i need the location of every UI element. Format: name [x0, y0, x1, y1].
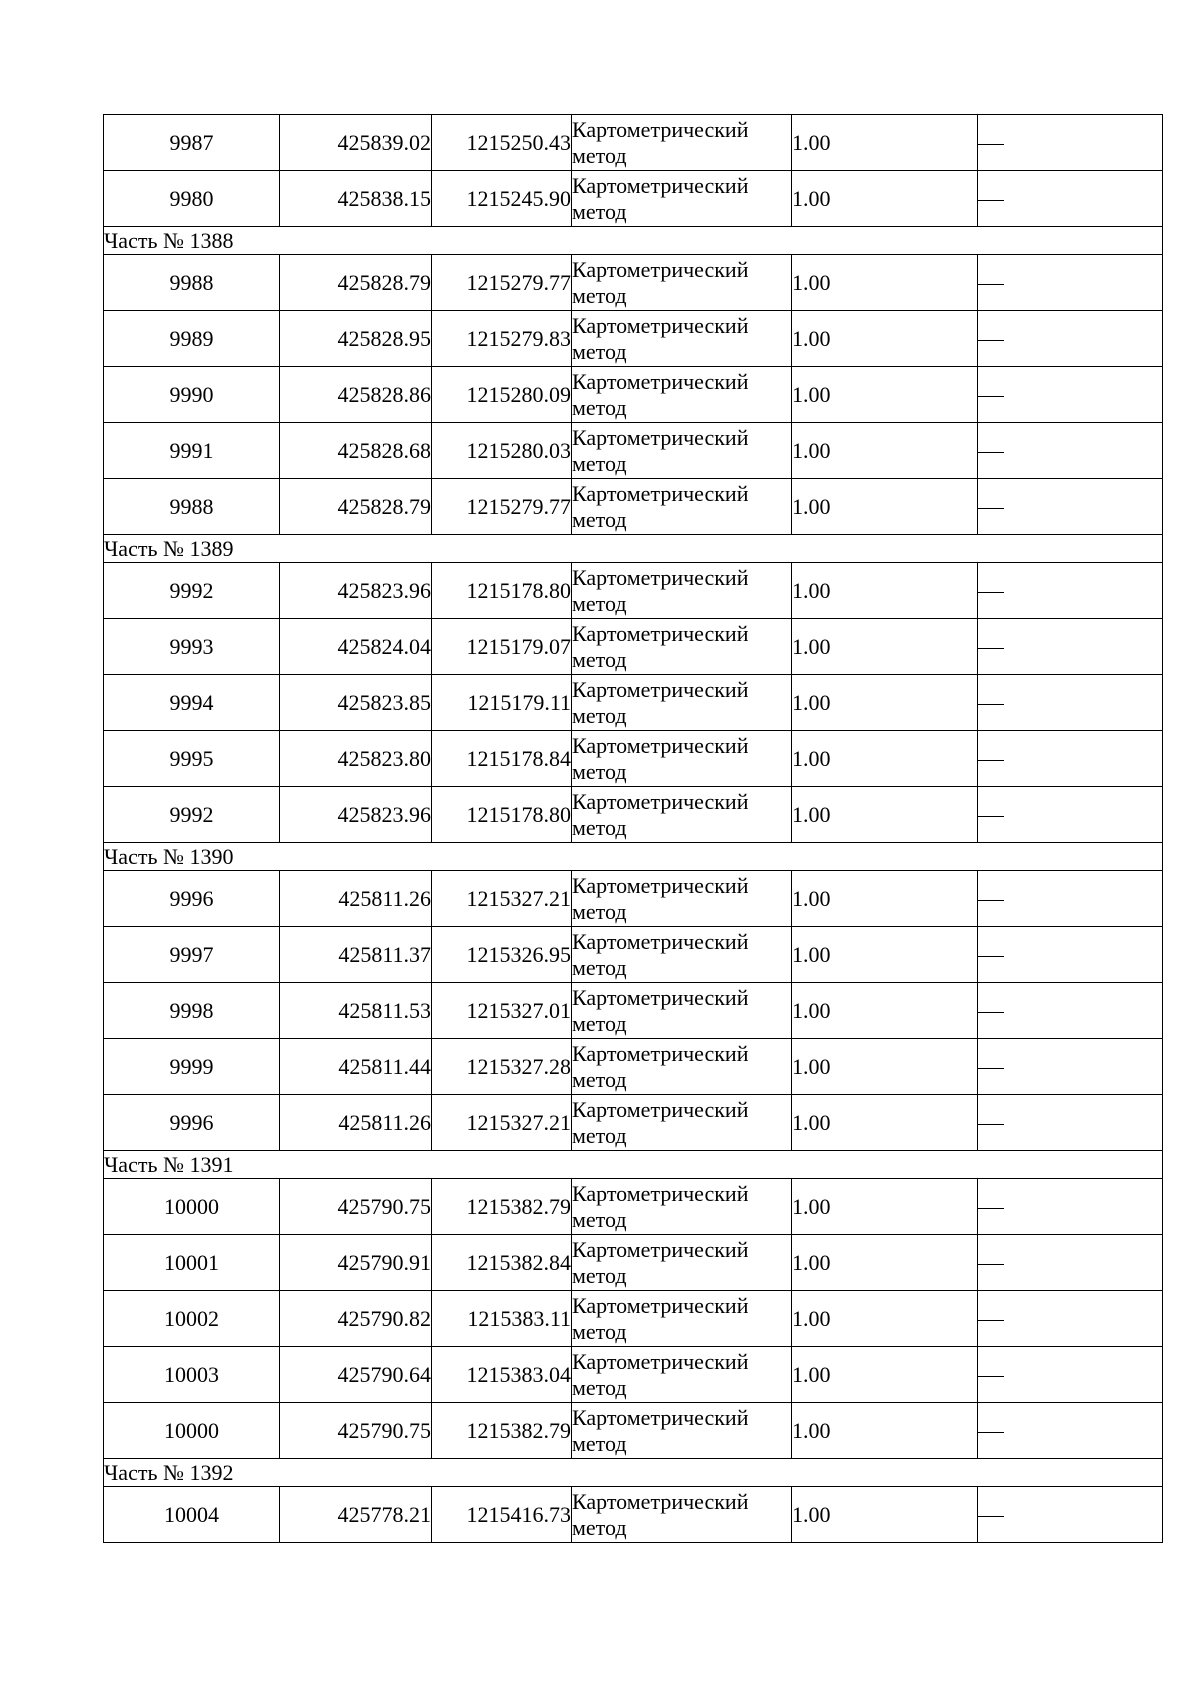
accuracy-cell: 1.00 — [792, 871, 978, 927]
em-dash-mark — [978, 704, 1004, 706]
x-coordinate-cell: 425778.21 — [280, 1487, 432, 1543]
table-row — [104, 115, 1163, 171]
point-number-cell: 9989 — [104, 311, 280, 367]
method-cell — [572, 1291, 792, 1347]
table-row — [104, 1179, 1163, 1235]
point-number-cell: 9995 — [104, 731, 280, 787]
method-cell — [572, 1095, 792, 1151]
part-label: Часть № 1392 — [104, 1459, 1163, 1487]
method-cell — [572, 171, 792, 227]
x-coordinate-cell: 425823.96 — [280, 563, 432, 619]
em-dash-mark — [978, 144, 1004, 146]
y-coordinate-cell: 1215178.84 — [432, 731, 572, 787]
x-coordinate-cell: 425838.15 — [280, 171, 432, 227]
em-dash-mark — [978, 284, 1004, 286]
description-cell — [978, 1039, 1163, 1095]
y-coordinate-cell: 1215178.80 — [432, 563, 572, 619]
em-dash-mark — [978, 1012, 1004, 1014]
method-cell — [572, 479, 792, 535]
method-line-1: Картометрический — [572, 1096, 749, 1122]
method-line-1: Картометрический — [572, 1180, 749, 1206]
x-coordinate-cell: 425811.53 — [280, 983, 432, 1039]
method-cell — [572, 1179, 792, 1235]
accuracy-cell: 1.00 — [792, 171, 978, 227]
method-line-2: метод — [572, 814, 627, 840]
table-row — [104, 171, 1163, 227]
method-line-2: метод — [572, 394, 627, 420]
y-coordinate-cell: 1215179.11 — [432, 675, 572, 731]
description-cell — [978, 1487, 1163, 1543]
table-row — [104, 367, 1163, 423]
method-cell — [572, 927, 792, 983]
method-line-2: метод — [572, 590, 627, 616]
table-row — [104, 1039, 1163, 1095]
point-number-cell: 9980 — [104, 171, 280, 227]
part-header-row — [104, 535, 1163, 563]
em-dash-mark — [978, 1124, 1004, 1126]
description-cell — [978, 311, 1163, 367]
accuracy-cell: 1.00 — [792, 1039, 978, 1095]
table-row — [104, 1291, 1163, 1347]
method-cell — [572, 115, 792, 171]
table-row — [104, 1235, 1163, 1291]
method-line-1: Картометрический — [572, 172, 749, 198]
em-dash-mark — [978, 1068, 1004, 1070]
point-number-cell: 9988 — [104, 255, 280, 311]
coordinates-table-body — [104, 115, 1163, 1543]
em-dash-mark — [978, 956, 1004, 958]
method-line-1: Картометрический — [572, 1040, 749, 1066]
y-coordinate-cell: 1215382.79 — [432, 1179, 572, 1235]
em-dash-mark — [978, 760, 1004, 762]
em-dash-mark — [978, 1208, 1004, 1210]
part-header-row — [104, 843, 1163, 871]
method-cell — [572, 1235, 792, 1291]
y-coordinate-cell: 1215382.84 — [432, 1235, 572, 1291]
method-line-1: Картометрический — [572, 480, 749, 506]
accuracy-cell: 1.00 — [792, 255, 978, 311]
part-header-row — [104, 1151, 1163, 1179]
method-cell — [572, 871, 792, 927]
em-dash-mark — [978, 592, 1004, 594]
method-line-2: метод — [572, 1262, 627, 1288]
accuracy-cell: 1.00 — [792, 115, 978, 171]
method-cell — [572, 423, 792, 479]
y-coordinate-cell: 1215416.73 — [432, 1487, 572, 1543]
accuracy-cell: 1.00 — [792, 479, 978, 535]
point-number-cell: 10000 — [104, 1403, 280, 1459]
description-cell — [978, 1095, 1163, 1151]
method-line-1: Картометрический — [572, 676, 749, 702]
method-line-2: метод — [572, 954, 627, 980]
point-number-cell: 9994 — [104, 675, 280, 731]
y-coordinate-cell: 1215327.21 — [432, 1095, 572, 1151]
em-dash-mark — [978, 200, 1004, 202]
method-line-2: метод — [572, 1206, 627, 1232]
method-line-2: метод — [572, 450, 627, 476]
em-dash-mark — [978, 508, 1004, 510]
description-cell — [978, 1403, 1163, 1459]
description-cell — [978, 1235, 1163, 1291]
point-number-cell: 9998 — [104, 983, 280, 1039]
x-coordinate-cell: 425828.95 — [280, 311, 432, 367]
method-line-1: Картометрический — [572, 1236, 749, 1262]
method-line-1: Картометрический — [572, 564, 749, 590]
point-number-cell: 9996 — [104, 1095, 280, 1151]
y-coordinate-cell: 1215179.07 — [432, 619, 572, 675]
method-line-1: Картометрический — [572, 1348, 749, 1374]
coordinates-table — [103, 114, 1163, 1543]
accuracy-cell: 1.00 — [792, 983, 978, 1039]
x-coordinate-cell: 425790.75 — [280, 1179, 432, 1235]
part-header-row — [104, 227, 1163, 255]
method-cell — [572, 731, 792, 787]
y-coordinate-cell: 1215178.80 — [432, 787, 572, 843]
em-dash-mark — [978, 452, 1004, 454]
method-line-2: метод — [572, 142, 627, 168]
description-cell — [978, 619, 1163, 675]
x-coordinate-cell: 425811.44 — [280, 1039, 432, 1095]
method-cell — [572, 1487, 792, 1543]
em-dash-mark — [978, 396, 1004, 398]
method-line-1: Картометрический — [572, 928, 749, 954]
y-coordinate-cell: 1215279.77 — [432, 479, 572, 535]
accuracy-cell: 1.00 — [792, 1487, 978, 1543]
method-line-1: Картометрический — [572, 984, 749, 1010]
table-row — [104, 1487, 1163, 1543]
point-number-cell: 10000 — [104, 1179, 280, 1235]
method-line-1: Картометрический — [572, 424, 749, 450]
x-coordinate-cell: 425790.75 — [280, 1403, 432, 1459]
y-coordinate-cell: 1215250.43 — [432, 115, 572, 171]
em-dash-mark — [978, 648, 1004, 650]
method-line-1: Картометрический — [572, 312, 749, 338]
em-dash-mark — [978, 340, 1004, 342]
description-cell — [978, 1179, 1163, 1235]
description-cell — [978, 367, 1163, 423]
y-coordinate-cell: 1215383.11 — [432, 1291, 572, 1347]
table-row — [104, 871, 1163, 927]
table-row — [104, 787, 1163, 843]
em-dash-mark — [978, 1320, 1004, 1322]
point-number-cell: 9996 — [104, 871, 280, 927]
method-line-2: метод — [572, 198, 627, 224]
point-number-cell: 10002 — [104, 1291, 280, 1347]
accuracy-cell: 1.00 — [792, 675, 978, 731]
table-row — [104, 479, 1163, 535]
method-cell — [572, 787, 792, 843]
description-cell — [978, 1291, 1163, 1347]
method-cell — [572, 983, 792, 1039]
accuracy-cell: 1.00 — [792, 423, 978, 479]
method-line-2: метод — [572, 1514, 627, 1540]
x-coordinate-cell: 425790.91 — [280, 1235, 432, 1291]
accuracy-cell: 1.00 — [792, 311, 978, 367]
point-number-cell: 9997 — [104, 927, 280, 983]
method-line-2: метод — [572, 702, 627, 728]
method-line-2: метод — [572, 282, 627, 308]
x-coordinate-cell: 425823.85 — [280, 675, 432, 731]
x-coordinate-cell: 425824.04 — [280, 619, 432, 675]
em-dash-mark — [978, 1516, 1004, 1518]
point-number-cell: 9988 — [104, 479, 280, 535]
accuracy-cell: 1.00 — [792, 563, 978, 619]
x-coordinate-cell: 425828.68 — [280, 423, 432, 479]
y-coordinate-cell: 1215280.03 — [432, 423, 572, 479]
em-dash-mark — [978, 1264, 1004, 1266]
point-number-cell: 9992 — [104, 787, 280, 843]
table-row — [104, 1403, 1163, 1459]
method-line-1: Картометрический — [572, 256, 749, 282]
accuracy-cell: 1.00 — [792, 1347, 978, 1403]
description-cell — [978, 675, 1163, 731]
accuracy-cell: 1.00 — [792, 1179, 978, 1235]
method-cell — [572, 1403, 792, 1459]
y-coordinate-cell: 1215327.01 — [432, 983, 572, 1039]
table-row — [104, 1347, 1163, 1403]
table-row — [104, 563, 1163, 619]
method-cell — [572, 311, 792, 367]
part-label: Часть № 1388 — [104, 227, 1163, 255]
accuracy-cell: 1.00 — [792, 787, 978, 843]
em-dash-mark — [978, 1432, 1004, 1434]
description-cell — [978, 563, 1163, 619]
accuracy-cell: 1.00 — [792, 1403, 978, 1459]
em-dash-mark — [978, 1376, 1004, 1378]
table-row — [104, 423, 1163, 479]
method-line-2: метод — [572, 506, 627, 532]
part-label: Часть № 1391 — [104, 1151, 1163, 1179]
method-line-1: Картометрический — [572, 368, 749, 394]
description-cell — [978, 1347, 1163, 1403]
method-line-1: Картометрический — [572, 872, 749, 898]
point-number-cell: 9999 — [104, 1039, 280, 1095]
description-cell — [978, 871, 1163, 927]
method-cell — [572, 675, 792, 731]
description-cell — [978, 255, 1163, 311]
method-cell — [572, 619, 792, 675]
method-line-1: Картометрический — [572, 788, 749, 814]
y-coordinate-cell: 1215245.90 — [432, 171, 572, 227]
method-line-2: метод — [572, 646, 627, 672]
table-row — [104, 619, 1163, 675]
accuracy-cell: 1.00 — [792, 367, 978, 423]
x-coordinate-cell: 425828.79 — [280, 255, 432, 311]
method-line-2: метод — [572, 1010, 627, 1036]
part-label: Часть № 1389 — [104, 535, 1163, 563]
method-line-2: метод — [572, 1122, 627, 1148]
point-number-cell: 10003 — [104, 1347, 280, 1403]
point-number-cell: 9987 — [104, 115, 280, 171]
point-number-cell: 10001 — [104, 1235, 280, 1291]
method-line-2: метод — [572, 338, 627, 364]
y-coordinate-cell: 1215326.95 — [432, 927, 572, 983]
y-coordinate-cell: 1215382.79 — [432, 1403, 572, 1459]
method-line-2: метод — [572, 1430, 627, 1456]
em-dash-mark — [978, 816, 1004, 818]
method-line-1: Картометрический — [572, 116, 749, 142]
description-cell — [978, 731, 1163, 787]
point-number-cell: 9992 — [104, 563, 280, 619]
accuracy-cell: 1.00 — [792, 731, 978, 787]
x-coordinate-cell: 425790.64 — [280, 1347, 432, 1403]
point-number-cell: 9993 — [104, 619, 280, 675]
method-line-1: Картометрический — [572, 1488, 749, 1514]
table-row — [104, 255, 1163, 311]
x-coordinate-cell: 425839.02 — [280, 115, 432, 171]
method-line-2: метод — [572, 898, 627, 924]
description-cell — [978, 927, 1163, 983]
description-cell — [978, 115, 1163, 171]
accuracy-cell: 1.00 — [792, 1235, 978, 1291]
part-label: Часть № 1390 — [104, 843, 1163, 871]
method-cell — [572, 255, 792, 311]
part-header-row — [104, 1459, 1163, 1487]
x-coordinate-cell: 425828.79 — [280, 479, 432, 535]
accuracy-cell: 1.00 — [792, 619, 978, 675]
description-cell — [978, 983, 1163, 1039]
accuracy-cell: 1.00 — [792, 927, 978, 983]
x-coordinate-cell: 425811.37 — [280, 927, 432, 983]
y-coordinate-cell: 1215383.04 — [432, 1347, 572, 1403]
table-row — [104, 311, 1163, 367]
y-coordinate-cell: 1215327.28 — [432, 1039, 572, 1095]
method-cell — [572, 367, 792, 423]
x-coordinate-cell: 425823.80 — [280, 731, 432, 787]
method-line-2: метод — [572, 758, 627, 784]
method-cell — [572, 1039, 792, 1095]
em-dash-mark — [978, 900, 1004, 902]
table-row — [104, 927, 1163, 983]
method-line-1: Картометрический — [572, 1292, 749, 1318]
method-line-1: Картометрический — [572, 1404, 749, 1430]
table-row — [104, 1095, 1163, 1151]
y-coordinate-cell: 1215327.21 — [432, 871, 572, 927]
method-cell — [572, 1347, 792, 1403]
method-line-2: метод — [572, 1374, 627, 1400]
method-cell — [572, 563, 792, 619]
x-coordinate-cell: 425811.26 — [280, 871, 432, 927]
x-coordinate-cell: 425823.96 — [280, 787, 432, 843]
method-line-2: метод — [572, 1066, 627, 1092]
point-number-cell: 9991 — [104, 423, 280, 479]
table-row — [104, 675, 1163, 731]
method-line-1: Картометрический — [572, 620, 749, 646]
accuracy-cell: 1.00 — [792, 1095, 978, 1151]
x-coordinate-cell: 425790.82 — [280, 1291, 432, 1347]
point-number-cell: 9990 — [104, 367, 280, 423]
description-cell — [978, 479, 1163, 535]
y-coordinate-cell: 1215279.77 — [432, 255, 572, 311]
table-row — [104, 731, 1163, 787]
x-coordinate-cell: 425828.86 — [280, 367, 432, 423]
y-coordinate-cell: 1215280.09 — [432, 367, 572, 423]
method-line-2: метод — [572, 1318, 627, 1344]
x-coordinate-cell: 425811.26 — [280, 1095, 432, 1151]
description-cell — [978, 787, 1163, 843]
table-row — [104, 983, 1163, 1039]
point-number-cell: 10004 — [104, 1487, 280, 1543]
description-cell — [978, 171, 1163, 227]
accuracy-cell: 1.00 — [792, 1291, 978, 1347]
description-cell — [978, 423, 1163, 479]
method-line-1: Картометрический — [572, 732, 749, 758]
y-coordinate-cell: 1215279.83 — [432, 311, 572, 367]
